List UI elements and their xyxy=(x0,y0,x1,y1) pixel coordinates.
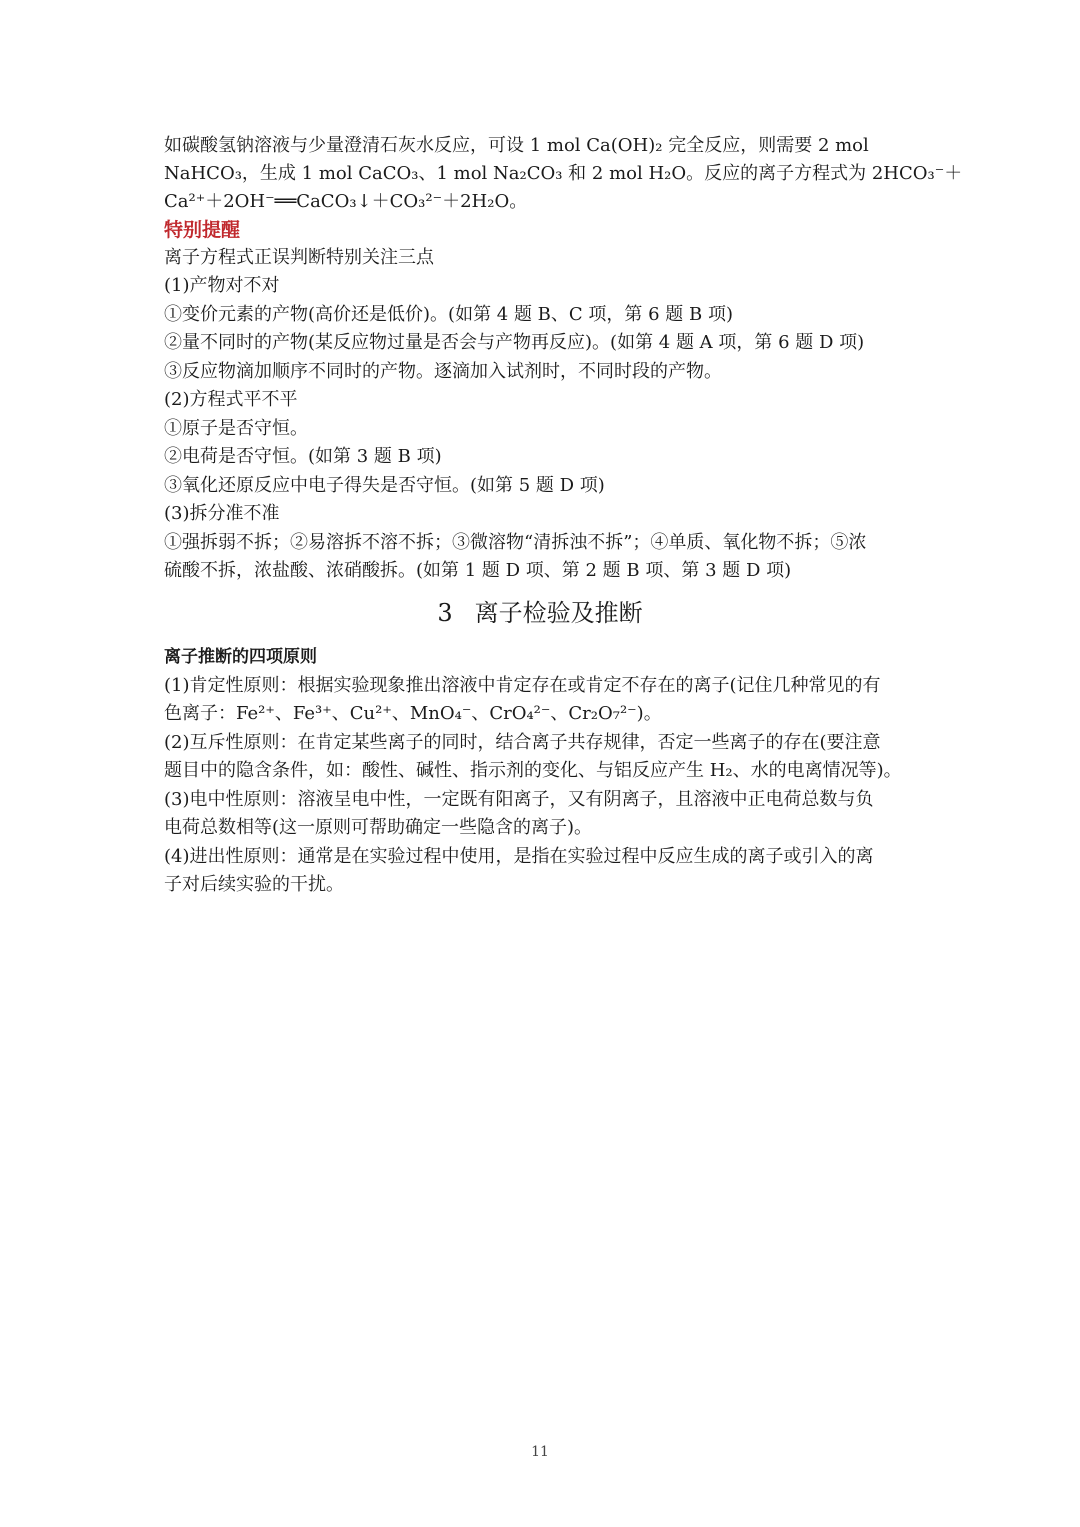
point-1-title: (1)产物对不对 xyxy=(164,275,280,296)
reminder-heading: 特别提醒 xyxy=(164,219,241,241)
reminder-intro: 离子方程式正误判断特别关注三点 xyxy=(164,247,434,268)
point-1-b: ②量不同时的产物(某反应物过量是否会与产物再反应)。(如第 4 题 A 项，第 6 题 D 项) xyxy=(164,332,865,353)
section-title-text: 离子检验及推断 xyxy=(474,599,643,627)
rule-2-line-1: (2)互斥性原则：在肯定某些离子的同时，结合离子共存规律，否定一些离子的存在(要注意 xyxy=(164,732,881,753)
page-number: 11 xyxy=(531,1444,549,1460)
rule-3-line-2: 电荷总数相等(这一原则可帮助确定一些隐含的离子)。 xyxy=(164,817,593,838)
rule-2-line-2: 题目中的隐含条件，如：酸性、碱性、指示剂的变化、与铝反应产生 H₂、水的电离情况等)。 xyxy=(164,760,902,781)
intro-line-1: 如碳酸氢钠溶液与少量澄清石灰水反应，可设 1 mol Ca(OH)₂ 完全反应，则需要 2 mol xyxy=(164,135,869,156)
point-2-title: (2)方程式平不平 xyxy=(164,389,298,410)
point-3-line-1: ①强拆弱不拆；②易溶拆不溶不拆；③微溶物“清拆浊不拆”；④单质、氧化物不拆；⑤浓 xyxy=(164,532,867,553)
intro-line-3: Ca²⁺＋2OH⁻══CaCO₃↓＋CO₃²⁻＋2H₂O。 xyxy=(164,191,528,212)
point-2-a: ①原子是否守恒。 xyxy=(164,418,308,439)
rule-4-line-1: (4)进出性原则：通常是在实验过程中使用，是指在实验过程中反应生成的离子或引入的离 xyxy=(164,846,874,867)
point-2-c: ③氧化还原反应中电子得失是否守恒。(如第 5 题 D 项) xyxy=(164,475,605,496)
intro-line-2: NaHCO₃，生成 1 mol CaCO₃、1 mol Na₂CO₃ 和 2 mol H₂O。反应的离子方程式为 2HCO₃⁻＋ xyxy=(164,163,963,184)
rule-1-line-1: (1)肯定性原则：根据实验现象推出溶液中肯定存在或肯定不存在的离子(记住几种常见的有 xyxy=(164,675,881,696)
section-title xyxy=(0,598,1080,628)
rule-4-line-2: 子对后续实验的干扰。 xyxy=(164,874,344,895)
section-number: 3 xyxy=(437,599,453,627)
point-3-line-2: 硫酸不拆，浓盐酸、浓硝酸拆。(如第 1 题 D 项、第 2 题 B 项、第 3 题 D 项) xyxy=(164,560,792,581)
rule-1-line-2: 色离子：Fe²⁺、Fe³⁺、Cu²⁺、MnO₄⁻、CrO₄²⁻、Cr₂O₇²⁻)。 xyxy=(164,703,662,724)
point-2-b: ②电荷是否守恒。(如第 3 题 B 项) xyxy=(164,446,442,467)
rule-3-line-1: (3)电中性原则：溶液呈电中性，一定既有阳离子，又有阴离子，且溶液中正电荷总数与负 xyxy=(164,789,874,810)
point-3-title: (3)拆分准不准 xyxy=(164,503,280,524)
point-1-a: ①变价元素的产物(高价还是低价)。(如第 4 题 B、C 项，第 6 题 B 项) xyxy=(164,304,733,325)
principles-heading: 离子推断的四项原则 xyxy=(164,647,317,667)
point-1-c: ③反应物滴加顺序不同时的产物。逐滴加入试剂时，不同时段的产物。 xyxy=(164,361,722,382)
